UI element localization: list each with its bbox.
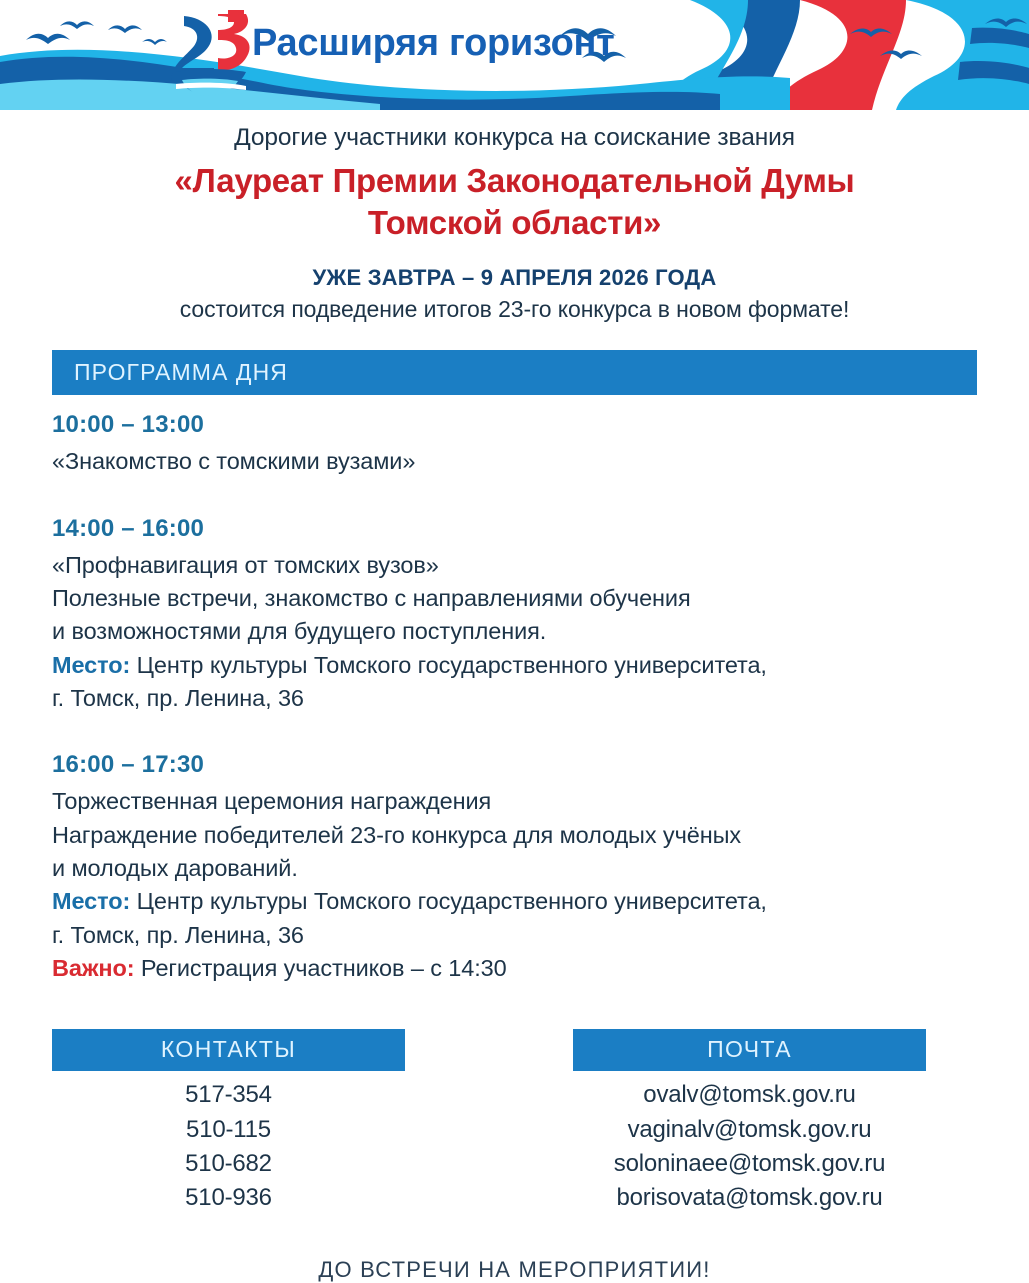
slot-description: Полезные встречи, знакомство с направлениями обучения bbox=[52, 584, 691, 611]
seagull-icon bbox=[108, 25, 142, 33]
slot-place-address: г. Томск, пр. Ленина, 36 bbox=[52, 921, 304, 948]
slot-time: 10:00 – 13:00 bbox=[52, 411, 205, 439]
program-slot bbox=[52, 411, 977, 478]
phone-item[interactable]: 510-936 bbox=[185, 1183, 272, 1211]
program-slot bbox=[52, 515, 977, 716]
slot-description: и молодых дарований. bbox=[52, 855, 298, 882]
slot-description: Торжественная церемония награждения bbox=[52, 788, 492, 815]
email-item[interactable]: vaginalv@tomsk.gov.ru bbox=[627, 1115, 872, 1143]
page-title bbox=[52, 160, 977, 243]
slot-description: «Профнавигация от томских вузов» bbox=[52, 551, 439, 578]
phone-list bbox=[52, 1078, 405, 1214]
slot-place-address: г. Томск, пр. Ленина, 36 bbox=[52, 684, 304, 711]
slot-description: Награждение победителей 23-го конкурса для молодых учёных bbox=[52, 821, 742, 848]
email-item[interactable]: borisovata@tomsk.gov.ru bbox=[616, 1183, 883, 1211]
program-slot bbox=[52, 751, 977, 985]
slot-important bbox=[52, 952, 977, 985]
header-banner bbox=[0, 0, 1029, 110]
page-title-line2: Томской области» bbox=[367, 203, 662, 241]
slot-description: «Знакомство с томскими вузами» bbox=[52, 448, 416, 475]
phone-item[interactable]: 517-354 bbox=[185, 1081, 272, 1109]
seagull-icon bbox=[26, 34, 70, 44]
contacts-section bbox=[52, 1029, 977, 1214]
place-label: Место: bbox=[52, 888, 131, 915]
place-label: Место: bbox=[52, 651, 131, 678]
date-subline: состоится подведение итогов 23-го конкурса в новом формате! bbox=[179, 296, 850, 323]
place-value: Центр культуры Томского государственного университета, bbox=[136, 888, 767, 915]
slot-time: 14:00 – 16:00 bbox=[52, 514, 205, 542]
slot-place bbox=[52, 885, 977, 918]
seagull-icon bbox=[142, 39, 167, 45]
slot-description: и возможностями для будущего поступления. bbox=[52, 618, 547, 645]
seagull-icon bbox=[60, 21, 94, 29]
banner-title: Расширяя горизонт bbox=[252, 22, 615, 64]
main-content bbox=[0, 124, 1029, 1283]
phone-item[interactable]: 510-115 bbox=[186, 1115, 271, 1143]
contacts-phones-column bbox=[52, 1029, 405, 1214]
date-headline: УЖЕ ЗАВТРА – 9 АПРЕЛЯ 2026 ГОДА bbox=[312, 265, 717, 291]
email-item[interactable]: soloninaee@tomsk.gov.ru bbox=[613, 1149, 886, 1177]
contacts-mail-column bbox=[573, 1029, 926, 1214]
important-value: Регистрация участников – с 14:30 bbox=[140, 955, 507, 982]
phone-item[interactable]: 510-682 bbox=[185, 1149, 272, 1177]
page-title-line1: «Лауреат Премии Законодательной Думы bbox=[174, 162, 855, 199]
email-item[interactable]: ovalv@tomsk.gov.ru bbox=[643, 1081, 856, 1109]
slot-place bbox=[52, 649, 977, 682]
greeting-line: Дорогие участники конкурса на соискание звания bbox=[234, 124, 795, 151]
program-section-header: ПРОГРАММА ДНЯ bbox=[52, 350, 977, 395]
important-label: Важно: bbox=[52, 955, 135, 982]
email-list bbox=[573, 1078, 926, 1214]
sail-cyan2-icon bbox=[896, 0, 1029, 110]
slot-time: 16:00 – 17:30 bbox=[52, 751, 205, 779]
mail-header: ПОЧТА bbox=[573, 1029, 926, 1071]
place-value: Центр культуры Томского государственного университета, bbox=[136, 651, 767, 678]
contacts-header: КОНТАКТЫ bbox=[52, 1029, 405, 1071]
footer-message: ДО ВСТРЕЧИ НА МЕРОПРИЯТИИ! bbox=[318, 1256, 711, 1282]
